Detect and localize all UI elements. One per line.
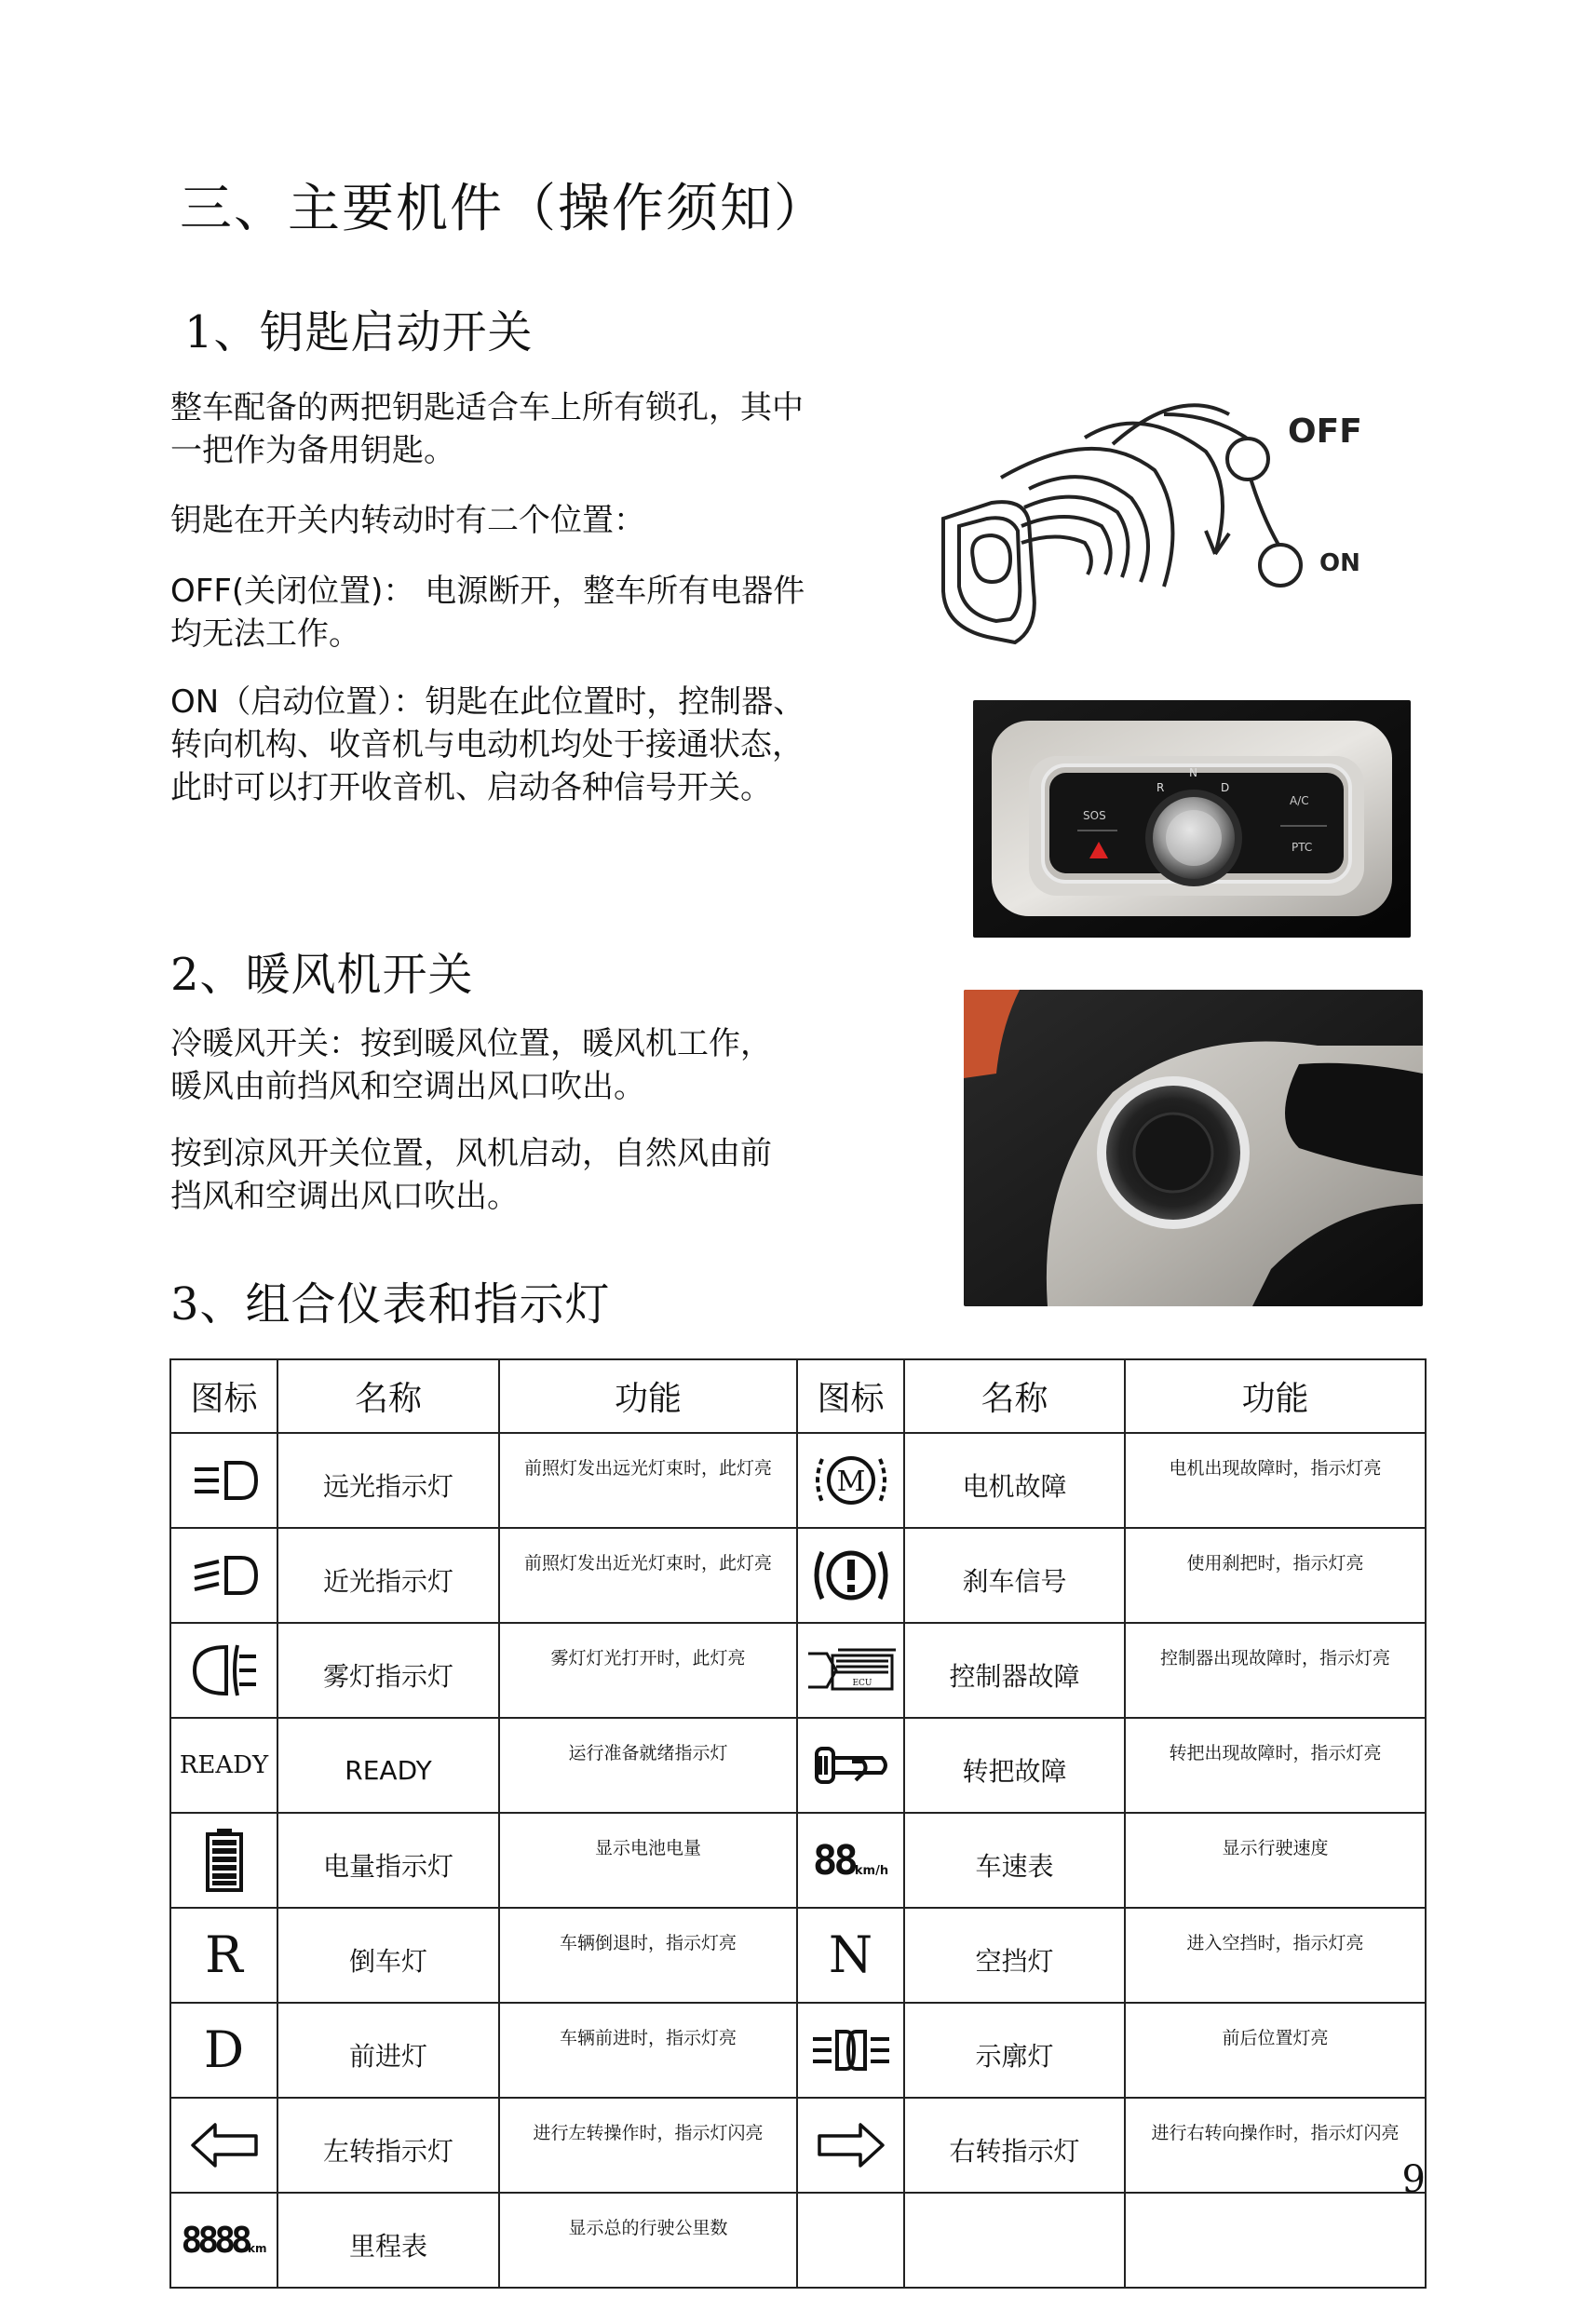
brake-warning-icon bbox=[809, 1543, 893, 1608]
knob-n-label: N bbox=[1189, 766, 1197, 779]
indicator-name: 空挡灯 bbox=[904, 1908, 1125, 2003]
right-arrow-icon bbox=[814, 2119, 888, 2171]
indicator-function: 显示行驶速度 bbox=[1125, 1813, 1426, 1908]
indicator-name: 雾灯指示灯 bbox=[277, 1623, 499, 1718]
header-icon: 图标 bbox=[797, 1359, 904, 1433]
subsection-title-key-switch: 1、钥匙启动开关 bbox=[184, 306, 534, 358]
icon-cell bbox=[797, 1623, 904, 1718]
table-row bbox=[170, 1908, 1426, 2003]
speedometer-icon bbox=[797, 1813, 904, 1908]
header-icon: 图标 bbox=[170, 1359, 277, 1433]
text-line: 冷暖风开关：按到暖风位置，暖风机工作， bbox=[170, 1025, 772, 1062]
section-title: 三、主要机件（操作须知） bbox=[180, 179, 828, 239]
subsection-title-heater: 2、暖风机开关 bbox=[170, 949, 474, 1001]
indicator-table bbox=[169, 1358, 1427, 2289]
indicator-function: 车辆倒退时，指示灯亮 bbox=[499, 1908, 797, 2003]
key-switch-paragraph-4 bbox=[170, 681, 805, 809]
low-beam-icon bbox=[187, 1552, 262, 1599]
indicator-name: 电机故障 bbox=[904, 1433, 1125, 1528]
text-line: ON（启动位置）：钥匙在此位置时，控制器、 bbox=[170, 683, 805, 721]
text-line: 暖风由前挡风和空调出风口吹出。 bbox=[170, 1068, 645, 1105]
indicator-name: 近光指示灯 bbox=[277, 1528, 499, 1623]
indicator-function: 前照灯发出近光灯束时，此灯亮 bbox=[499, 1528, 797, 1623]
indicator-name: 控制器故障 bbox=[904, 1623, 1125, 1718]
indicator-function: 转把出现故障时，指示灯亮 bbox=[1125, 1718, 1426, 1813]
key-switch-paragraph-2: 钥匙在开关内转动时有二个位置： bbox=[170, 502, 645, 539]
table-header-row bbox=[170, 1359, 1426, 1433]
heater-paragraph-2 bbox=[170, 1132, 772, 1218]
odometer-digits: 8888 bbox=[181, 2220, 249, 2261]
indicator-function: 电机出现故障时，指示灯亮 bbox=[1125, 1433, 1426, 1528]
indicator-name: 远光指示灯 bbox=[277, 1433, 499, 1528]
indicator-function: 进行左转操作时，指示灯闪亮 bbox=[499, 2098, 797, 2193]
table-row bbox=[170, 2003, 1426, 2098]
indicator-name: 转把故障 bbox=[904, 1718, 1125, 1813]
table-row bbox=[170, 1433, 1426, 1528]
header-function: 功能 bbox=[499, 1359, 797, 1433]
neutral-icon: N bbox=[828, 1925, 873, 1984]
text-line: 转向机构、收音机与电动机均处于接通状态， bbox=[170, 726, 804, 763]
icon-cell bbox=[170, 1623, 277, 1718]
indicator-name: 前进灯 bbox=[277, 2003, 499, 2098]
table-row bbox=[170, 2193, 1426, 2288]
table-row bbox=[170, 2098, 1426, 2193]
ecu-icon bbox=[805, 1642, 898, 1698]
heater-paragraph-1 bbox=[170, 1022, 772, 1108]
reverse-icon: R bbox=[205, 1925, 243, 1984]
off-label: OFF bbox=[1288, 412, 1362, 451]
indicator-function: 前照灯发出远光灯束时，此灯亮 bbox=[499, 1433, 797, 1528]
knob-r-label: R bbox=[1156, 781, 1165, 794]
table-row bbox=[170, 1528, 1426, 1623]
text-line: 挡风和空调出风口吹出。 bbox=[170, 1178, 519, 1215]
text-line: 一把作为备用钥匙。 bbox=[170, 432, 455, 469]
indicator-name: 里程表 bbox=[277, 2193, 499, 2288]
empty-cell bbox=[904, 2193, 1125, 2288]
header-name: 名称 bbox=[277, 1359, 499, 1433]
svg-text:ECU: ECU bbox=[851, 1679, 872, 1688]
indicator-name: 示廓灯 bbox=[904, 2003, 1125, 2098]
table-row bbox=[170, 1813, 1426, 1908]
battery-icon bbox=[201, 1827, 248, 1894]
air-vent-photo bbox=[964, 990, 1423, 1306]
sos-label: SOS bbox=[1083, 809, 1106, 822]
indicator-function: 进行右转向操作时，指示灯闪亮 bbox=[1125, 2098, 1426, 2193]
icon-cell bbox=[797, 1433, 904, 1528]
icon-cell bbox=[170, 1718, 277, 1813]
speed-unit: km/h bbox=[854, 1863, 889, 1878]
header-name: 名称 bbox=[904, 1359, 1125, 1433]
indicator-name: 电量指示灯 bbox=[277, 1813, 499, 1908]
text-line: 均无法工作。 bbox=[170, 615, 360, 653]
speed-digits: 88 bbox=[812, 1836, 855, 1884]
indicator-function: 运行准备就绪指示灯 bbox=[499, 1718, 797, 1813]
indicator-name: READY bbox=[277, 1718, 499, 1813]
throttle-fault-icon bbox=[809, 1739, 893, 1791]
indicator-function: 进入空挡时，指示灯亮 bbox=[1125, 1908, 1426, 2003]
ready-icon: READY bbox=[179, 1751, 269, 1779]
icon-cell bbox=[797, 1528, 904, 1623]
empty-cell bbox=[797, 2193, 904, 2288]
icon-cell bbox=[170, 1908, 277, 2003]
knob-d-label: D bbox=[1221, 781, 1230, 794]
indicator-function: 车辆前进时，指示灯亮 bbox=[499, 2003, 797, 2098]
indicator-function: 使用刹把时，指示灯亮 bbox=[1125, 1528, 1426, 1623]
icon-cell bbox=[797, 1908, 904, 2003]
key-switch-paragraph-1 bbox=[170, 386, 804, 472]
text-line: 此时可以打开收音机、启动各种信号开关。 bbox=[170, 769, 772, 806]
header-function: 功能 bbox=[1125, 1359, 1426, 1433]
indicator-name: 刹车信号 bbox=[904, 1528, 1125, 1623]
drive-icon: D bbox=[203, 2020, 245, 2079]
page-number: 9 bbox=[1401, 2158, 1426, 2201]
indicator-name: 左转指示灯 bbox=[277, 2098, 499, 2193]
control-panel-photo bbox=[973, 700, 1411, 938]
indicator-function: 雾灯灯光打开时，此灯亮 bbox=[499, 1623, 797, 1718]
icon-cell bbox=[797, 2003, 904, 2098]
icon-cell bbox=[170, 1813, 277, 1908]
odometer-icon bbox=[170, 2193, 277, 2288]
indicator-name: 倒车灯 bbox=[277, 1908, 499, 2003]
on-label: ON bbox=[1319, 549, 1360, 577]
text-line: OFF(关闭位置)： 电源断开，整车所有电器件 bbox=[170, 573, 805, 610]
key-switch-paragraph-3 bbox=[170, 570, 805, 655]
indicator-function: 显示电池电量 bbox=[499, 1813, 797, 1908]
icon-cell bbox=[170, 1433, 277, 1528]
fog-light-icon bbox=[187, 1640, 262, 1701]
svg-text:M: M bbox=[836, 1466, 865, 1498]
position-light-icon bbox=[809, 2024, 893, 2076]
high-beam-icon bbox=[187, 1457, 262, 1504]
table-row bbox=[170, 1718, 1426, 1813]
odometer-unit: km bbox=[248, 2242, 267, 2255]
icon-cell bbox=[170, 2003, 277, 2098]
text-line: 按到凉风开关位置，风机启动，自然风由前 bbox=[170, 1135, 772, 1172]
table-row bbox=[170, 1623, 1426, 1718]
left-arrow-icon bbox=[187, 2119, 262, 2171]
indicator-function: 控制器出现故障时，指示灯亮 bbox=[1125, 1623, 1426, 1718]
icon-cell bbox=[797, 2098, 904, 2193]
subsection-title-instrument: 3、组合仪表和指示灯 bbox=[170, 1278, 611, 1331]
indicator-name: 车速表 bbox=[904, 1813, 1125, 1908]
text-line: 整车配备的两把钥匙适合车上所有锁孔，其中 bbox=[170, 389, 804, 426]
icon-cell bbox=[170, 2098, 277, 2193]
indicator-function: 前后位置灯亮 bbox=[1125, 2003, 1426, 2098]
ptc-label: PTC bbox=[1292, 841, 1313, 854]
key-switch-diagram bbox=[936, 358, 1420, 656]
empty-cell bbox=[1125, 2193, 1426, 2288]
indicator-function: 显示总的行驶公里数 bbox=[499, 2193, 797, 2288]
icon-cell bbox=[797, 1718, 904, 1813]
ac-label: A/C bbox=[1290, 794, 1309, 807]
indicator-name: 右转指示灯 bbox=[904, 2098, 1125, 2193]
motor-fault-icon bbox=[809, 1448, 893, 1513]
icon-cell bbox=[170, 1528, 277, 1623]
